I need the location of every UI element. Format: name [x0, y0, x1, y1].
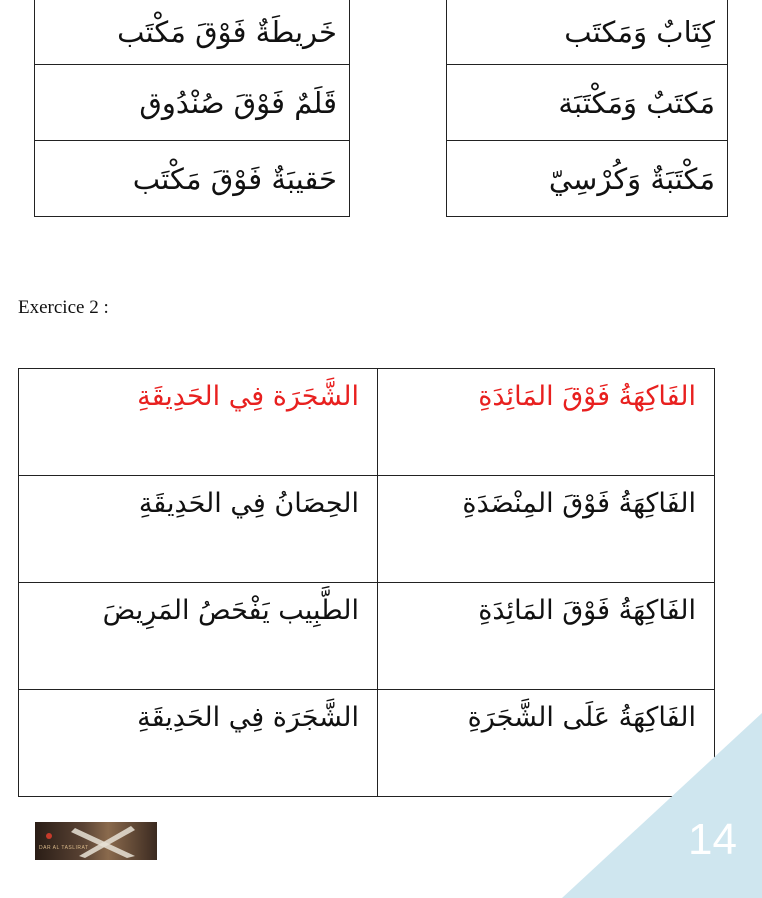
table-cell: الفَاكِهَةُ فَوْقَ المِنْضَدَةِ	[378, 476, 715, 583]
table-cell: الحِصَانُ فِي الحَدِيقَةِ	[19, 476, 378, 583]
table-cell: قَلَمٌ فَوْقَ صُنْدُوق	[35, 65, 350, 141]
corner-triangle-decoration	[562, 713, 762, 898]
table-cell: كِتَابٌ وَمَكتَب	[447, 0, 728, 65]
table-cell: الفَاكِهَةُ فَوْقَ المَائِدَةِ	[378, 583, 715, 690]
table-cell: الشَّجَرَة فِي الحَدِيقَةِ	[19, 690, 378, 797]
page-number: 14	[688, 815, 737, 864]
table-cell: الفَاكِهَةُ عَلَى الشَّجَرَةِ	[378, 690, 715, 797]
table-cell: الطَّبِيب يَفْحَصُ المَرِيضَ	[19, 583, 378, 690]
table-cell: الفَاكِهَةُ فَوْقَ المَائِدَةِ	[378, 369, 715, 476]
top-left-table	[34, 0, 350, 217]
table-cell: الشَّجَرَة فِي الحَدِيقَةِ	[19, 369, 378, 476]
table-cell: خَريطَةٌ فَوْقَ مَكْتَب	[35, 0, 350, 65]
table-row	[19, 583, 715, 690]
logo-text: DAR AL TASLIRAT	[39, 845, 89, 851]
logo	[35, 822, 157, 860]
table-cell: مَكتَبٌ وَمَكْتَبَة	[447, 65, 728, 141]
exercise-label: Exercice 2 :	[18, 297, 109, 318]
table-row	[19, 476, 715, 583]
table-cell: مَكْتَبَةٌ وَكُرْسِيّ	[447, 141, 728, 217]
top-right-table	[446, 0, 728, 217]
table-row	[19, 369, 715, 476]
table-cell: حَقيبَةٌ فَوْقَ مَكْتَب	[35, 141, 350, 217]
